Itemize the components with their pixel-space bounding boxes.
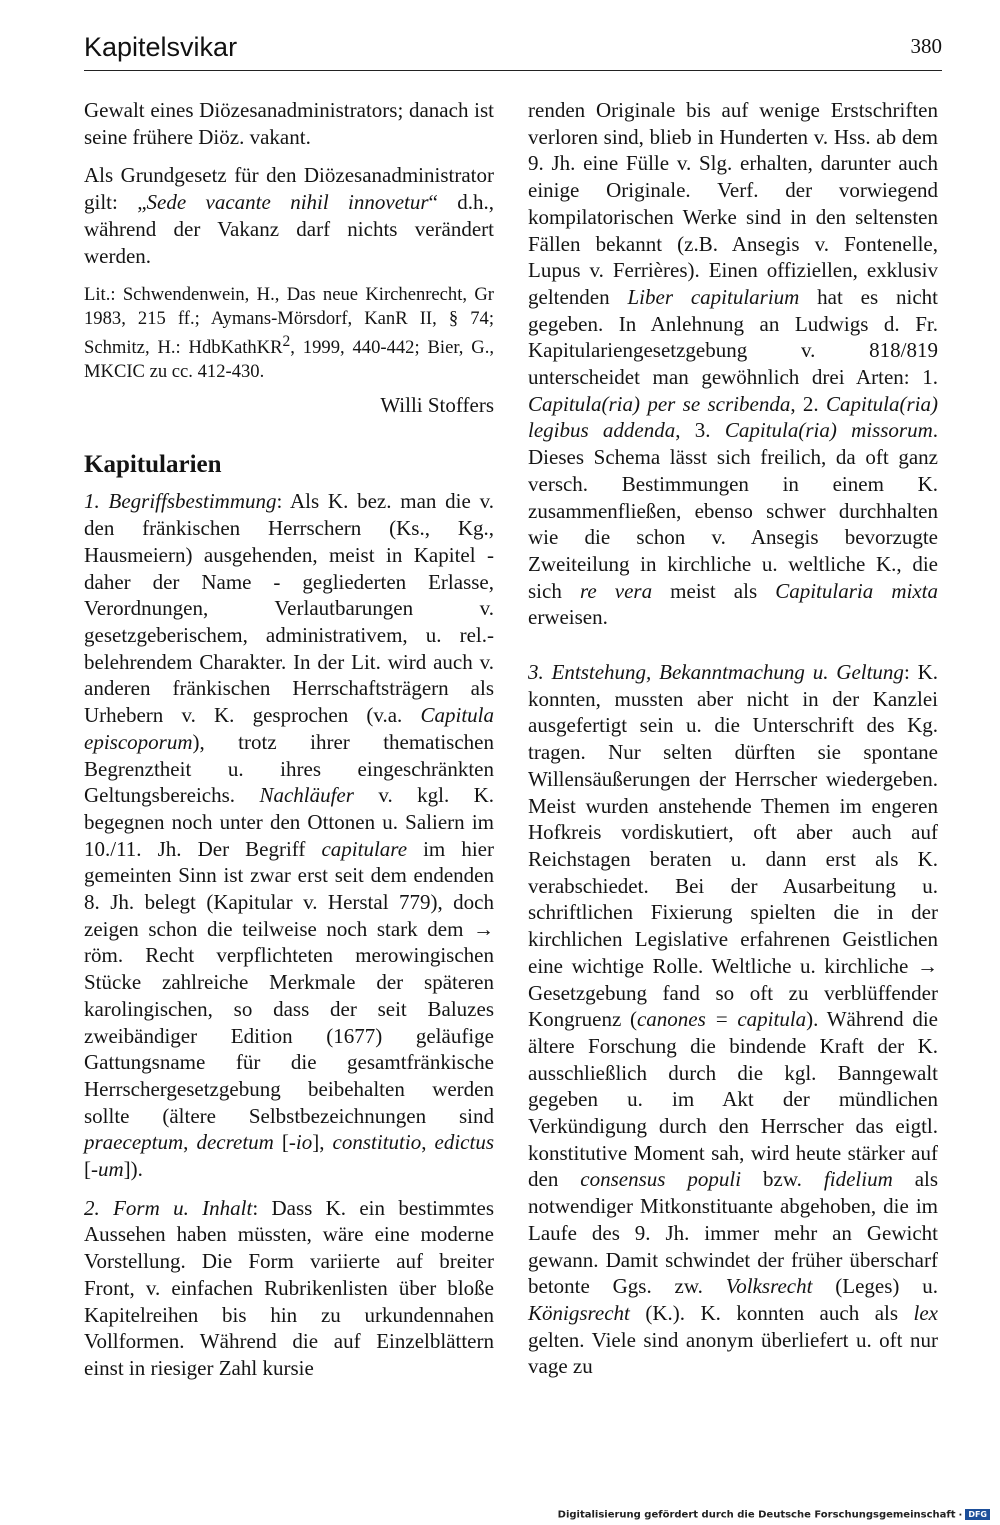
italic-term: consensus populi [580,1167,742,1192]
text: meist als [652,578,776,603]
italic-term: re vera [579,578,653,603]
text: “ d.h., während der Vakanz darf nichts verändert werden. [84,190,494,268]
italic-term: fidelium [823,1167,893,1192]
running-title: Kapitelsvikar [84,32,238,62]
paragraph [84,162,494,269]
italic-term: Capitula episcoporum [84,703,494,754]
italic-term: decretum [196,1130,274,1155]
text: Als Grundgesetz für den Diözesanadministrator gilt: „ [84,163,494,215]
section-3 [528,659,938,1380]
text: ), trotz ihrer thematischen Begrenztheit u. ihres eingeschränkten Geltungsbereichs. [84,729,494,808]
italic-term: Capitula(ria) missorum [724,418,933,443]
italic-term: -um [91,1157,124,1182]
italic-term: canones = capitula [636,1007,807,1032]
italic-term: Capitularia mixta [775,578,938,603]
dfg-logo: DFG [965,1509,990,1520]
page-number: 380 [910,34,942,58]
text: [ [84,1157,91,1182]
section-1 [84,488,494,1182]
text: hat es nicht gegeben. In Anlehnung an Ludwigs d. Fr. Kapitulariengesetzgebung v. 818/819 unterscheidet man gewöhnlich drei Arten: 1. [528,284,939,390]
italic-term: lex [913,1300,938,1325]
text: , 3. [675,418,725,443]
right-column [528,97,938,1380]
entry-title: Kapitularien [84,451,222,479]
paragraph: Gewalt eines Diözesanadministrators; danach ist seine frühere Diöz. vakant. [84,98,494,149]
text: Lit.: Schwendenwein, H., Das neue Kirchenrecht, Gr 1983, 215 ff.; Aymans-Mörsdorf, KanR II, § 74; Schmitz, H.: HdbKathKR [84,284,494,359]
section-heading: 2. Form u. Inhalt [84,1195,253,1220]
footer-separator: · [958,1509,963,1521]
running-header [84,28,942,71]
text: : Dass K. ein bestimmtes Aussehen haben müssten, wäre eine moderne Vorstellung. Die Form variierte auf breiter Front, v. einfachen Rubrikenlisten über bloße Kapitelreihen bis hin zu urkundennahen Vollformen. Während die auf Einzelblättern einst in riesiger Zahl kursie [84,1195,495,1380]
text: , 2. [790,391,826,416]
text: (K.). K. konnten auch als [629,1300,914,1325]
superscript: 2 [282,333,291,351]
text: : Als K. bez. man die v. den fränkischen Herrschern (Ks., Kg., Hausmeiern) ausgehenden, meist in Kapitel - daher der Name - gegliederten Erlasse, Verordnungen, Verlautbarungen v. gesetzgeberischem, administrativem, u. rel.-belehrendem Charakter. In der Lit. wird auch v. anderen fränkischen Herrschaftsträgern als Urhebern v. K. gesprochen (v.a. [84,489,494,728]
italic-term: Liber capitularium [627,284,800,309]
italic-term: -io [288,1130,313,1155]
text: , 1999, 440-442; Bier, G., MKCIC zu cc. 412-430. [84,337,494,383]
text: . Dieses Schema lässt sich freilich, da oft ganz versch. Bestimmungen in einem K. zusammenfließen, ebenso schwer durchhalten wie die schon v. Ansegis bevorzugte Zweiteilung in kirchliche u. weltliche K., die sich [528,418,939,603]
text: , [421,1130,435,1155]
text: gelten. Viele sind anonym überliefert u. oft nur vage zu [528,1327,938,1379]
text: erweisen. [528,605,608,630]
italic-term: praeceptum [84,1130,184,1155]
text: als notwendiger Mitkonstituante abgehoben, die im Laufe des 9. Jh. immer mehr an Gewicht gewann. Damit schwindet der früher überscharf betonte Ggs. zw. [528,1167,939,1299]
text: [ [273,1130,289,1155]
text: ). Während die ältere Forschung die bindende Kraft der K. ausschließlich durch die kgl. Banngewalt gegeben u. im Akt der mündlichen Verkündigung durch den Herrscher das eigtl. konstitutive Moment sah, wird heute stärker auf den [528,1007,938,1192]
text: renden Originale bis auf wenige Erstschriften verloren sind, blieb in Hunderten v. Hss. ab dem 9. Jh. eine Fülle v. Slg. erhalten, darunter auch einige Originale. Verf. der vorwiegend kompilatorischen Werke sind in den seltensten Fällen bekannt (z.B. Ansegis v. Fontenelle, Lupus v. Ferrières). Einen offiziellen, exklusiv geltenden [528,98,938,309]
text: , [183,1130,197,1155]
text: ], [312,1130,333,1155]
italic-term: Nachläufer [259,783,354,808]
text: bzw. [741,1167,824,1192]
text: v. kgl. K. begegnen noch unter den Ottonen u. Saliern im 10./11. Jh. Der Begriff [84,783,494,861]
latin-quote: Sede vacante nihil innovetur [146,190,429,215]
digitization-footer [558,1509,990,1521]
text: (Leges) u. [812,1274,938,1299]
section-2-continued [528,97,938,631]
italic-term: capitulare [321,836,408,861]
italic-term: Volksrecht [725,1274,813,1299]
italic-term: edictus [434,1130,495,1155]
footer-text: Digitalisierung gefördert durch die Deutsche Forschungsgemeinschaft [557,1509,956,1521]
italic-term: Königsrecht [528,1300,630,1325]
literature-references [84,283,494,384]
text: ]). [123,1157,143,1182]
author-signature: Willi Stoffers [380,392,494,417]
italic-term: Capitula(ria) legibus addenda [528,391,939,443]
text: : K. konnten, mussten aber nicht in der Kanzlei ausgefertigt sein u. die Unterschrift des Kg. tragen. Nur selten dürften sie spontane Willensäußerungen der Herrscher wiedergeben. Meist wurden anstehende Themen im engeren Hofkreis vordiskutiert, oft aber auch auf Reichstagen beraten u. dann erst als K. verabschiedet. Bei der Ausarbeitung u. schriftlichen Fixierung spielten die in der kirchlichen Legislative erfahrenen Geistlichen eine wichtige Rolle. Weltliche u. kirchliche → Gesetzgebung fand so oft zu verblüffender Kongruenz ( [528,660,938,1032]
italic-term: Capitula(ria) per se scribenda [528,391,791,416]
left-column [84,97,494,1382]
section-2 [84,1195,494,1382]
section-heading: 3. Entstehung, Bekanntmachung u. Geltung [528,660,904,685]
section-heading: 1. Begriffsbestimmung [84,489,277,514]
text: im hier gemeinten Sinn ist zwar erst seit dem endenden 8. Jh. belegt (Kapitular v. Herstal 779), doch zeigen schon die teilweise noch stark dem → röm. Recht verpflichteten merowingischen Stücke zahlreiche Merkmale der späteren karolingischen, so dass der seit Baluzes zweibändiger Edition (1677) geläufige Gattungsname für die gesamtfränkische Herrschergesetzgebung beibehalten werden sollte (ältere Selbstbezeichnungen sind [84,836,494,1128]
italic-term: constitutio [332,1130,422,1155]
